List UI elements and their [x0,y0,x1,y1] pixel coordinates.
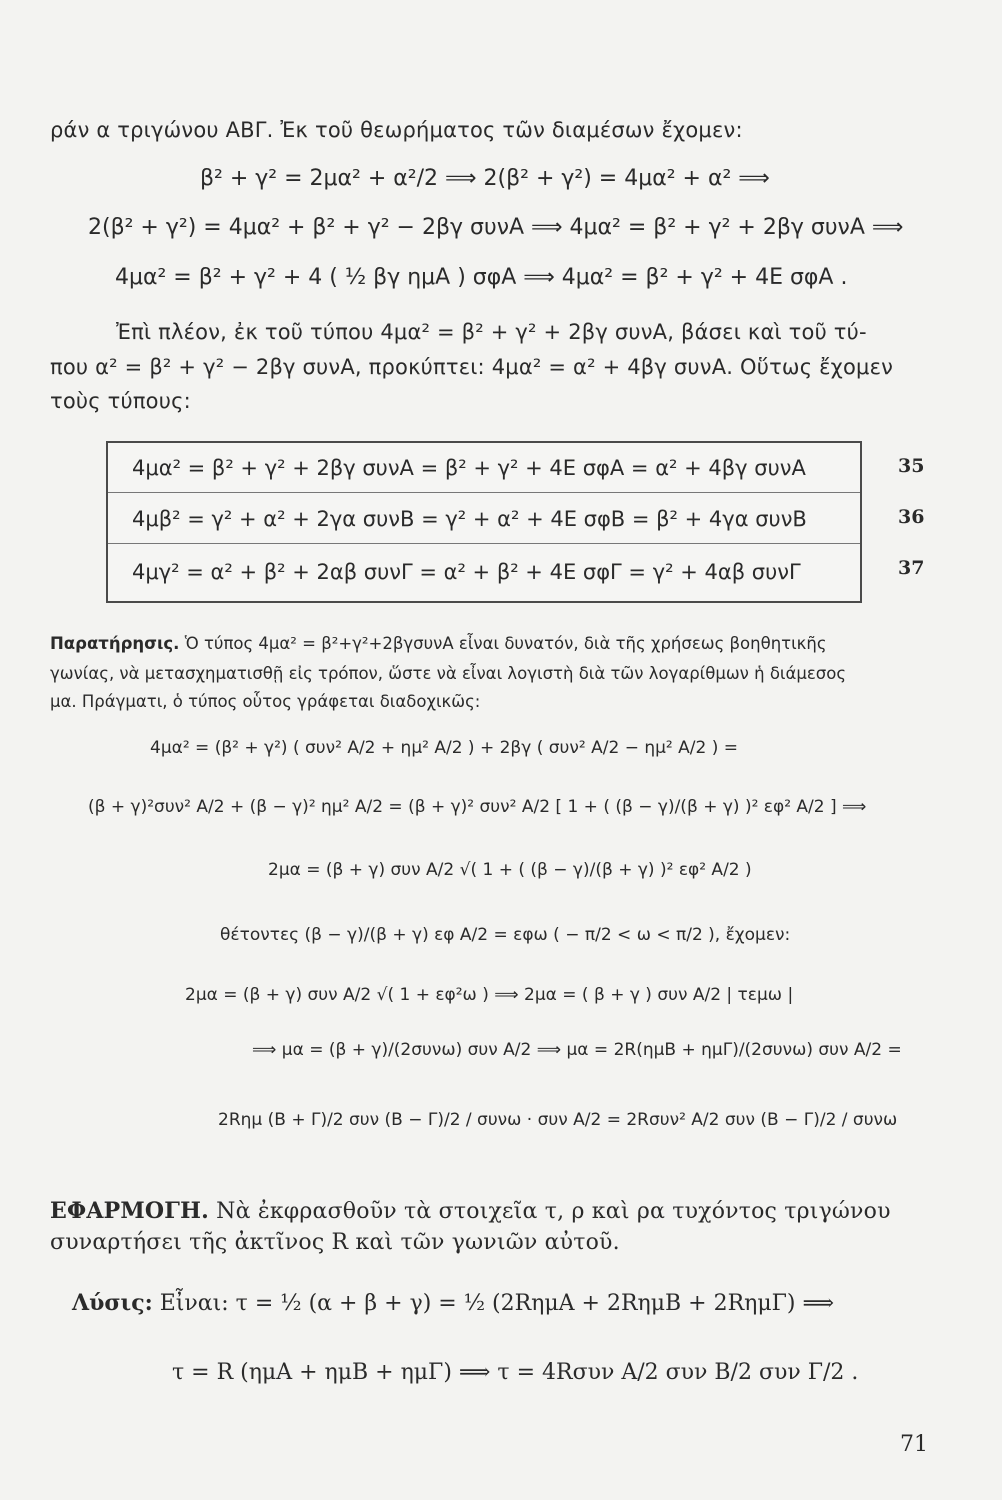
application-line-2: συναρτήσει τῆς ἀκτῖνος R καὶ τῶν γωνιῶν αὐτοῦ. [50,1230,620,1255]
remark-line-3: μα. Πράγματι, ὁ τύπος οὗτος γράφεται διαδοχικῶς: [50,692,481,711]
remark-line-2: γωνίας, νὰ μετασχηματισθῇ εἰς τρόπον, ὥστε νὰ εἶναι λογιστὴ διὰ τῶν λογαρίθμων ἡ διάμεσος [50,664,847,683]
formula-box [106,441,862,603]
remark-text-1: Ὁ τύπος 4μα² = β²+γ²+2βγσυνΑ εἶναι δυνατόν, διὰ τῆς χρήσεως βοηθητικῆς [184,634,827,653]
remark-line-1 [50,634,827,653]
equation-line-1: β² + γ² = 2μα² + α²/2 ⟹ 2(β² + γ²) = 4μα² + α² ⟹ [200,166,770,191]
solution-line-2: τ = R (ημΑ + ημΒ + ημΓ) ⟹ τ = 4Rσυν Α/2 συν Β/2 συν Γ/2 . [172,1360,859,1385]
page-number: 71 [900,1432,928,1457]
solution-label: Λύσις: [72,1290,153,1316]
paragraph-line-3: τοὺς τύπους: [50,389,191,413]
paragraph-line-1: Ἐπὶ πλέον, ἐκ τοῦ τύπου 4μα² = β² + γ² + 2βγ συνΑ, βάσει καὶ τοῦ τύ- [116,320,867,344]
solution-text-1: Εἶναι: τ = ½ (α + β + γ) = ½ (2RημΑ + 2RημΒ + 2RημΓ) ⟹ [159,1291,835,1316]
equation-b-5: 2μα = (β + γ) συν Α/2 √( 1 + εφ²ω ) ⟹ 2μα = ( β + γ ) συν Α/2 | τεμω | [185,985,794,1005]
paragraph-line-2: που α² = β² + γ² − 2βγ συνΑ, προκύπτει: 4μα² = α² + 4βγ συνΑ. Οὕτως ἔχομεν [50,355,894,379]
equation-b-1: 4μα² = (β² + γ²) ( συν² Α/2 + ημ² Α/2 ) + 2βγ ( συν² Α/2 − ημ² Α/2 ) = [150,738,739,758]
application-line-1 [50,1198,891,1224]
solution-line-1 [72,1290,834,1316]
formula-36: 4μβ² = γ² + α² + 2γα συνΒ = γ² + α² + 4Ε σφΒ = β² + 4γα συνΒ [108,494,860,544]
remark-label: Παρατήρησις. [50,634,180,653]
formula-number-36: 36 [898,506,925,528]
application-label: ΕΦΑΡΜΟΓΗ. [50,1198,209,1224]
equation-b-2: (β + γ)²συν² Α/2 + (β − γ)² ημ² Α/2 = (β + γ)² συν² Α/2 [ 1 + ( (β − γ)/(β + γ) )² εφ² Α/2 ] ⟹ [88,797,867,817]
application-text-1: Νὰ ἐκφρασθοῦν τὰ στοιχεῖα τ, ρ καὶ ρα τυχόντος τριγώνου [216,1199,891,1224]
formula-35: 4μα² = β² + γ² + 2βγ συνΑ = β² + γ² + 4Ε σφΑ = α² + 4βγ συνΑ [108,443,860,493]
formula-number-37: 37 [898,557,925,579]
intro-line: ράν α τριγώνου ΑΒΓ. Ἐκ τοῦ θεωρήματος τῶν διαμέσων ἔχομεν: [50,118,743,142]
formula-37: 4μγ² = α² + β² + 2αβ συνΓ = α² + β² + 4Ε σφΓ = γ² + 4αβ συνΓ [132,560,801,584]
equation-b-7: 2Rημ (Β + Γ)/2 συν (Β − Γ)/2 / συνω · συν Α/2 = 2Rσυν² Α/2 συν (Β − Γ)/2 / συνω [218,1110,898,1130]
formula-number-35: 35 [898,455,925,477]
equation-b-6: ⟹ μα = (β + γ)/(2συνω) συν Α/2 ⟹ μα = 2R(ημΒ + ημΓ)/(2συνω) συν Α/2 = [252,1040,902,1060]
equation-line-3: 4μα² = β² + γ² + 4 ( ½ βγ ημΑ ) σφΑ ⟹ 4μα² = β² + γ² + 4Ε σφΑ . [115,265,848,290]
equation-b-3: 2μα = (β + γ) συν Α/2 √( 1 + ( (β − γ)/(β + γ) )² εφ² Α/2 ) [268,860,752,880]
equation-b-4: θέτοντες (β − γ)/(β + γ) εφ Α/2 = εφω ( − π/2 < ω < π/2 ), ἔχομεν: [220,925,791,945]
equation-line-2: 2(β² + γ²) = 4μα² + β² + γ² − 2βγ συνΑ ⟹ 4μα² = β² + γ² + 2βγ συνΑ ⟹ [88,215,904,240]
